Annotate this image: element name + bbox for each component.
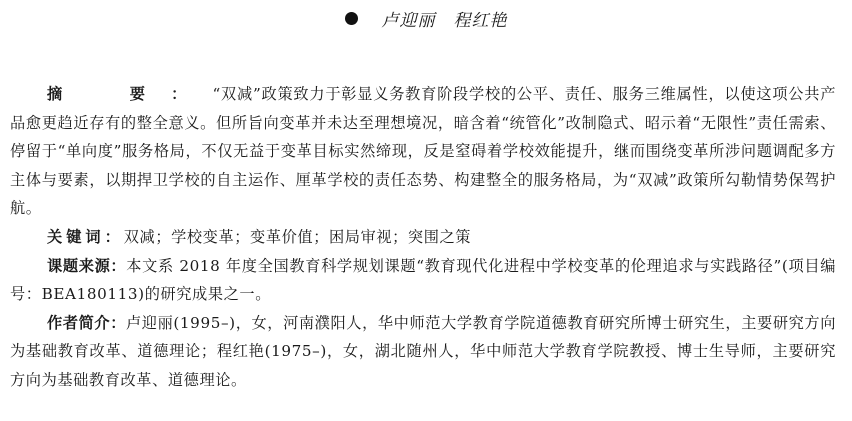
funding-label: 课题来源： <box>47 256 127 275</box>
author-name-1: 卢迎丽 <box>381 10 436 31</box>
author-line <box>0 4 852 32</box>
abstract-paragraph <box>10 80 836 223</box>
funding-paragraph <box>10 252 836 309</box>
funding-text: 本文系 2018 年度全国教育科学规划课题“教育现代化进程中学校变革的伦理追求与实践路径”(项目编号：BEA180113)的研究成果之一。 <box>10 256 836 304</box>
keywords-label: 关键词： <box>47 227 124 246</box>
author-bio-label: 作者简介： <box>47 313 126 332</box>
author-name-2: 程红艳 <box>453 10 508 31</box>
front-matter-body <box>10 80 836 395</box>
abstract-text: “双减”政策致力于彰显义务教育阶段学校的公平、责任、服务三维属性，以使这项公共产品愈更趋近存有的整全意义。但所旨向变革并未达至理想境况，暗含着“统管化”改制隐式、昭示着“无限性”责任需索、停留于“单向度”服务格局，不仅无益于变革目标实然缔现，反是窒碍着学校效能提升，继而围绕变革所涉问题调配多方主体与要素，以期捍卫学校的自主运作、厘革学校的责任态势、构建整全的服务格局，为“双减”政策所勾勒情势保驾护航。 <box>10 85 837 218</box>
keywords-text: 双减；学校变革；变革价值；困局审视；突围之策 <box>123 227 472 246</box>
keywords-paragraph <box>10 223 836 252</box>
bullet-icon <box>345 12 358 25</box>
author-bio-text: 卢迎丽(1995–)，女，河南濮阳人，华中师范大学教育学院道德教育研究所博士研究生，主要研究方向为基础教育改革、道德理论；程红艳(1975–)，女，湖北随州人，华中师范大学教育学院教授、博士生导师，主要研究方向为基础教育改革、道德理论。 <box>10 313 837 389</box>
abstract-label: 摘 要： <box>47 85 213 103</box>
author-bio-paragraph <box>10 309 836 395</box>
